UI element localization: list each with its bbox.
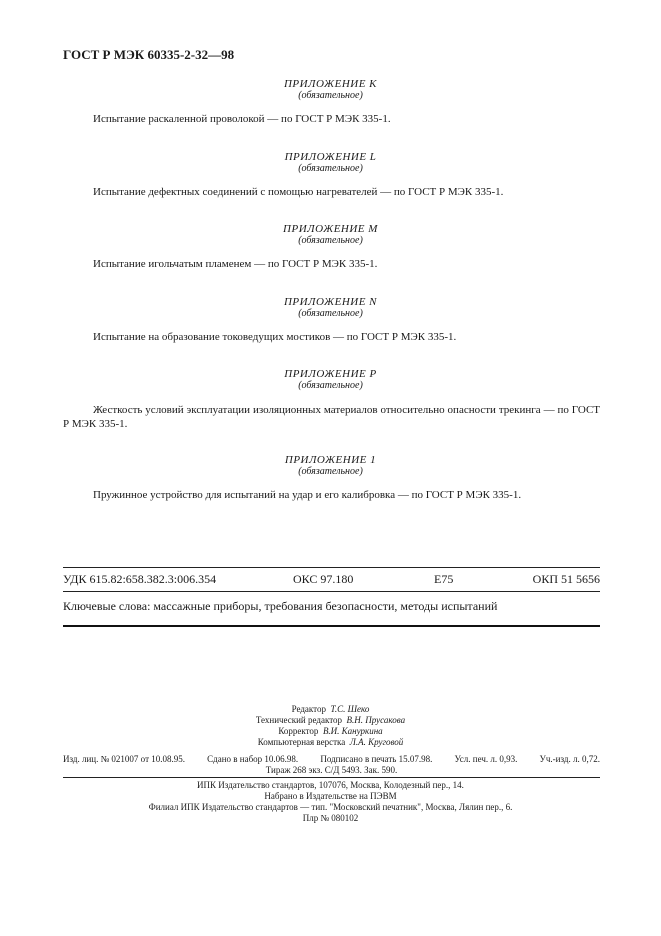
printing-line: Плр № 080102	[302, 813, 359, 823]
annex-title: ПРИЛОЖЕНИЕ M	[283, 223, 378, 235]
set-date: Сдано в набор 10.06.98.	[207, 754, 299, 764]
divider-middle	[63, 591, 600, 592]
annex-status: (обязательное)	[298, 380, 363, 391]
annex-n-heading	[0, 296, 661, 319]
oks-code: ОКС 97.180	[293, 572, 354, 586]
annex-title: ПРИЛОЖЕНИЕ P	[284, 368, 377, 380]
annex-1-paragraph	[63, 488, 600, 502]
annex-p-paragraph	[63, 403, 600, 431]
editorial-credits	[0, 704, 661, 748]
credit-line	[0, 726, 661, 737]
credit-line	[0, 704, 661, 715]
annex-m-heading	[0, 223, 661, 246]
annex-n-paragraph	[63, 330, 600, 344]
annex-1-heading	[0, 454, 661, 477]
printing-line: ИПК Издательство стандартов, 107076, Москва, Колодезный пер., 14.	[197, 780, 464, 790]
annex-m-paragraph	[63, 257, 600, 271]
annex-l-heading	[0, 151, 661, 174]
annex-k-heading	[0, 78, 661, 101]
annex-k-paragraph	[63, 112, 600, 126]
credit-line	[0, 715, 661, 726]
annex-text: Пружинное устройство для испытаний на удар и его калибровка — по ГОСТ Р МЭК 335-1.	[93, 489, 522, 501]
credit-role: Технический редактор	[255, 715, 343, 725]
annex-text: Испытание игольчатым пламенем — по ГОСТ Р МЭК 335-1.	[93, 258, 378, 270]
signed-date: Подписано в печать 15.07.98.	[320, 754, 433, 764]
divider-top	[63, 567, 600, 568]
credit-name: Л.А. Круговой	[349, 737, 404, 747]
credit-role: Компьютерная верстка	[257, 737, 346, 747]
publication-info	[63, 754, 600, 776]
annex-l-paragraph	[63, 185, 600, 199]
printing-line: Филиал ИПК Издательство стандартов — тип. "Московский печатник", Москва, Лялин пер., 6.	[148, 802, 513, 812]
annex-p-heading	[0, 368, 661, 391]
credit-name: В.Н. Прусакова	[346, 715, 406, 725]
credit-role: Редактор	[291, 704, 326, 714]
annex-status: (обязательное)	[298, 466, 363, 477]
annex-text: Жесткость условий эксплуатации изоляционных материалов относительно опасности трекинга — по ГОСТ Р МЭК 335-1.	[63, 404, 600, 430]
divider-publication	[63, 777, 600, 778]
annex-title: ПРИЛОЖЕНИЕ 1	[284, 454, 377, 466]
credit-line	[0, 737, 661, 748]
annex-status: (обязательное)	[298, 90, 363, 101]
annex-text: Испытание раскаленной проволокой — по ГОСТ Р МЭК 335-1.	[93, 113, 391, 125]
annex-title: ПРИЛОЖЕНИЕ K	[283, 78, 378, 90]
usl-sheets: Усл. печ. л. 0,93.	[454, 754, 518, 764]
credit-name: В.И. Кануркина	[322, 726, 383, 736]
keywords-line: Ключевые слова: массажные приборы, требования безопасности, методы испытаний	[63, 599, 498, 613]
annex-status: (обязательное)	[298, 235, 363, 246]
publication-line-2: Тираж 268 экз. С/Д 5493. Зак. 590.	[265, 765, 398, 775]
annex-text: Испытание на образование токоведущих мостиков — по ГОСТ Р МЭК 335-1.	[93, 331, 457, 343]
classification-codes	[63, 572, 600, 588]
udk-code: УДК 615.82:658.382.3:006.354	[63, 572, 217, 586]
annex-text: Испытание дефектных соединений с помощью нагревателей — по ГОСТ Р МЭК 335-1.	[93, 186, 504, 198]
e-code: Е75	[434, 572, 454, 586]
annex-title: ПРИЛОЖЕНИЕ L	[284, 151, 377, 163]
divider-bottom	[63, 625, 600, 627]
printing-info	[0, 780, 661, 824]
document-code-header: ГОСТ Р МЭК 60335-2-32—98	[63, 47, 235, 62]
annex-status: (обязательное)	[298, 163, 363, 174]
credit-role: Корректор	[278, 726, 319, 736]
credit-name: Т.С. Шеко	[330, 704, 370, 714]
uch-sheets: Уч.-изд. л. 0,72.	[539, 754, 600, 764]
annex-title: ПРИЛОЖЕНИЕ N	[283, 296, 378, 308]
printing-line: Набрано в Издательстве на ПЭВМ	[264, 791, 397, 801]
okp-code: ОКП 51 5656	[532, 572, 600, 586]
publication-line-1	[63, 754, 600, 765]
license-text: Изд. лиц. № 021007 от 10.08.95.	[63, 754, 185, 764]
annex-status: (обязательное)	[298, 308, 363, 319]
